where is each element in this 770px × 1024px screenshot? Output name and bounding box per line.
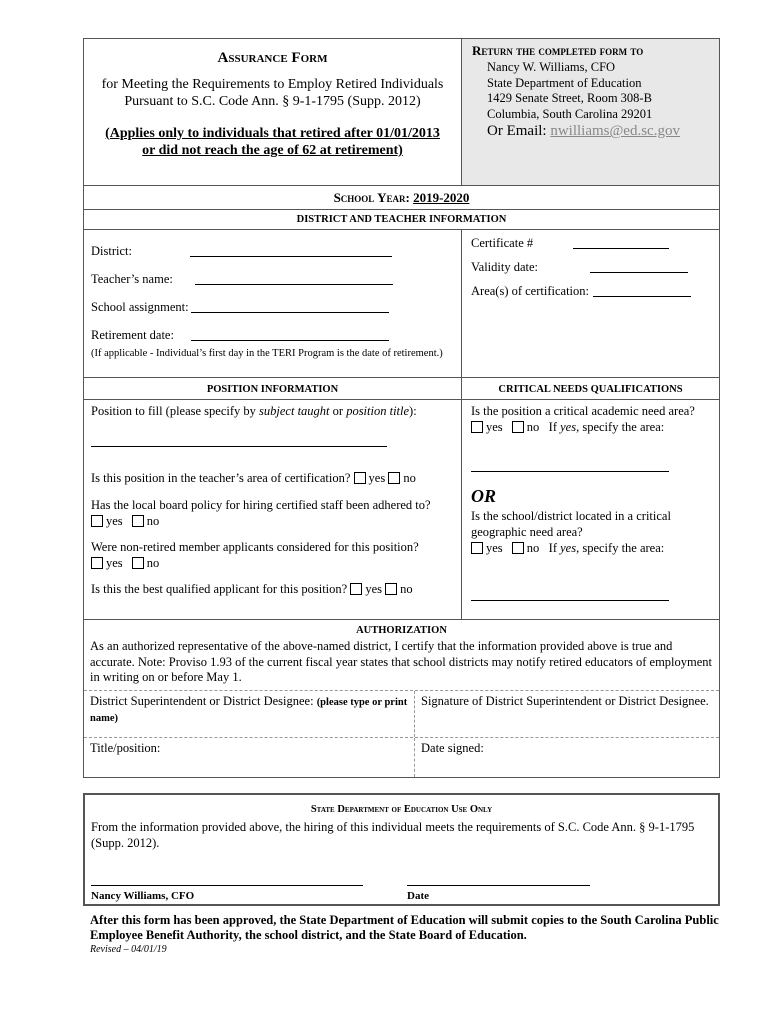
area-yes-checkbox[interactable] bbox=[354, 472, 366, 484]
form-subtitle: for Meeting the Requirements to Employ Retired Individuals Pursuant to S.C. Code Ann. § 9-1-1795 (Supp. 2012) bbox=[101, 76, 444, 110]
cfo-date-line[interactable] bbox=[407, 885, 590, 886]
cfo-name: Nancy Williams, CFO bbox=[91, 890, 195, 902]
position-headings bbox=[84, 377, 719, 399]
teacher-name-field[interactable] bbox=[195, 284, 393, 285]
geographic-area-field[interactable] bbox=[471, 600, 669, 601]
position-fill-label: Position to fill (please specify by subject taught or position title): bbox=[91, 404, 417, 418]
q-best: Is this the best qualified applicant for this position? yes no bbox=[91, 582, 413, 597]
school-assignment-field[interactable] bbox=[191, 312, 389, 313]
form-title: Assurance Form bbox=[217, 50, 328, 66]
position-section bbox=[84, 399, 719, 619]
q-board: Has the local board policy for hiring certified staff been adhered to? yes no bbox=[91, 497, 431, 528]
or-separator: OR bbox=[471, 485, 497, 506]
district-label: District: bbox=[91, 244, 132, 259]
academic-no-checkbox[interactable] bbox=[512, 421, 524, 433]
footer-note: After this form has been approved, the State Department of Education will submit copies to the South Carolina Public Employee Benefit Authority, the school district, and the State Board of Education. bbox=[90, 913, 719, 942]
q-academic: Is the position a critical academic need area? bbox=[471, 404, 695, 418]
date-signed-field[interactable]: Date signed: bbox=[421, 740, 484, 755]
school-year-value: 2019-2020 bbox=[413, 190, 470, 205]
state-use-box bbox=[83, 793, 720, 906]
retirement-date-label: Retirement date: bbox=[91, 328, 174, 343]
certificate-label: Certificate # bbox=[471, 236, 534, 251]
geographic-answers: yes no If yes, specify the area: bbox=[471, 541, 713, 557]
teri-note: (If applicable - Individual’s first day in the TERI Program is the date of retirement.) bbox=[91, 348, 443, 359]
return-dept: State Department of Education bbox=[487, 75, 642, 90]
title-row bbox=[84, 737, 719, 777]
title-block bbox=[84, 39, 462, 185]
title-field[interactable]: Title/position: bbox=[84, 738, 415, 777]
signature-row bbox=[84, 690, 719, 737]
district-section-heading: DISTRICT AND TEACHER INFORMATION bbox=[84, 209, 719, 229]
board-no-checkbox[interactable] bbox=[132, 515, 144, 527]
position-heading: POSITION INFORMATION bbox=[84, 378, 462, 399]
areas-field[interactable] bbox=[593, 296, 691, 297]
best-no-checkbox[interactable] bbox=[385, 583, 397, 595]
authorization-text: As an authorized representative of the above-named district, I certify that the information provided above is true and accurate. Note: Proviso 1.93 of the current fiscal year states that school districts may notify retired educators of employment in writing on or before May 1. bbox=[90, 639, 713, 685]
return-address-block bbox=[462, 39, 719, 185]
best-yes-checkbox[interactable] bbox=[350, 583, 362, 595]
cfo-signature-line[interactable] bbox=[91, 885, 363, 886]
applies-line-1: (Applies only to individuals that retired after 01/01/2013 bbox=[105, 125, 440, 141]
academic-answers: yes no If yes, specify the area: bbox=[471, 420, 713, 436]
assurance-form bbox=[83, 38, 720, 778]
revised-date: Revised – 04/01/19 bbox=[90, 944, 167, 955]
geographic-yes-checkbox[interactable] bbox=[471, 542, 483, 554]
school-year-label: School Year: bbox=[333, 190, 410, 205]
state-use-heading: State Department of Education Use Only bbox=[310, 804, 493, 815]
q-area: Is this position in the teacher’s area of certification? yes no bbox=[91, 471, 416, 486]
email-prefix: Or Email: bbox=[487, 123, 547, 140]
email-line bbox=[487, 122, 713, 141]
return-heading: Return the completed form to bbox=[472, 43, 644, 58]
teacher-name-label: Teacher’s name: bbox=[91, 272, 173, 287]
geographic-no-checkbox[interactable] bbox=[512, 542, 524, 554]
position-fill-field[interactable] bbox=[91, 446, 387, 447]
areas-label: Area(s) of certification: bbox=[471, 284, 589, 299]
validity-label: Validity date: bbox=[471, 260, 538, 275]
retirement-date-field[interactable] bbox=[191, 340, 389, 341]
return-street: 1429 Senate Street, Room 308-B bbox=[487, 91, 652, 106]
form-header bbox=[84, 39, 719, 185]
applies-line-2: or did not reach the age of 62 at retirement) bbox=[142, 143, 403, 159]
email-link[interactable]: nwilliams@ed.sc.gov bbox=[550, 123, 680, 140]
nonretired-yes-checkbox[interactable] bbox=[91, 557, 103, 569]
academic-yes-checkbox[interactable] bbox=[471, 421, 483, 433]
q-geographic: Is the school/district located in a critical geographic need area? bbox=[471, 509, 671, 539]
return-name: Nancy W. Williams, CFO bbox=[487, 60, 616, 75]
state-use-text: From the information provided above, the hiring of this individual meets the requirements of S.C. Code Ann. § 9-1-1795 (Supp. 2012). bbox=[91, 820, 695, 850]
district-field[interactable] bbox=[190, 256, 392, 257]
area-no-checkbox[interactable] bbox=[388, 472, 400, 484]
nonretired-no-checkbox[interactable] bbox=[132, 557, 144, 569]
cfo-date-label: Date bbox=[407, 890, 429, 902]
certificate-field[interactable] bbox=[573, 248, 669, 249]
critical-heading: CRITICAL NEEDS QUALIFICATIONS bbox=[498, 384, 683, 395]
q-nonretired: Were non-retired member applicants considered for this position? yes no bbox=[91, 540, 419, 570]
school-assignment-label: School assignment: bbox=[91, 300, 189, 315]
signature-field[interactable]: Signature of District Superintendent or District Designee. bbox=[421, 693, 709, 708]
validity-field[interactable] bbox=[590, 272, 688, 273]
district-info bbox=[84, 229, 719, 377]
return-city: Columbia, South Carolina 29201 bbox=[487, 106, 653, 121]
authorization-heading: AUTHORIZATION bbox=[84, 619, 719, 639]
academic-area-field[interactable] bbox=[471, 471, 669, 472]
school-year-bar bbox=[84, 185, 719, 209]
superintendent-field[interactable]: District Superintendent or District Designee: (please type or print name) bbox=[84, 691, 415, 737]
board-yes-checkbox[interactable] bbox=[91, 515, 103, 527]
